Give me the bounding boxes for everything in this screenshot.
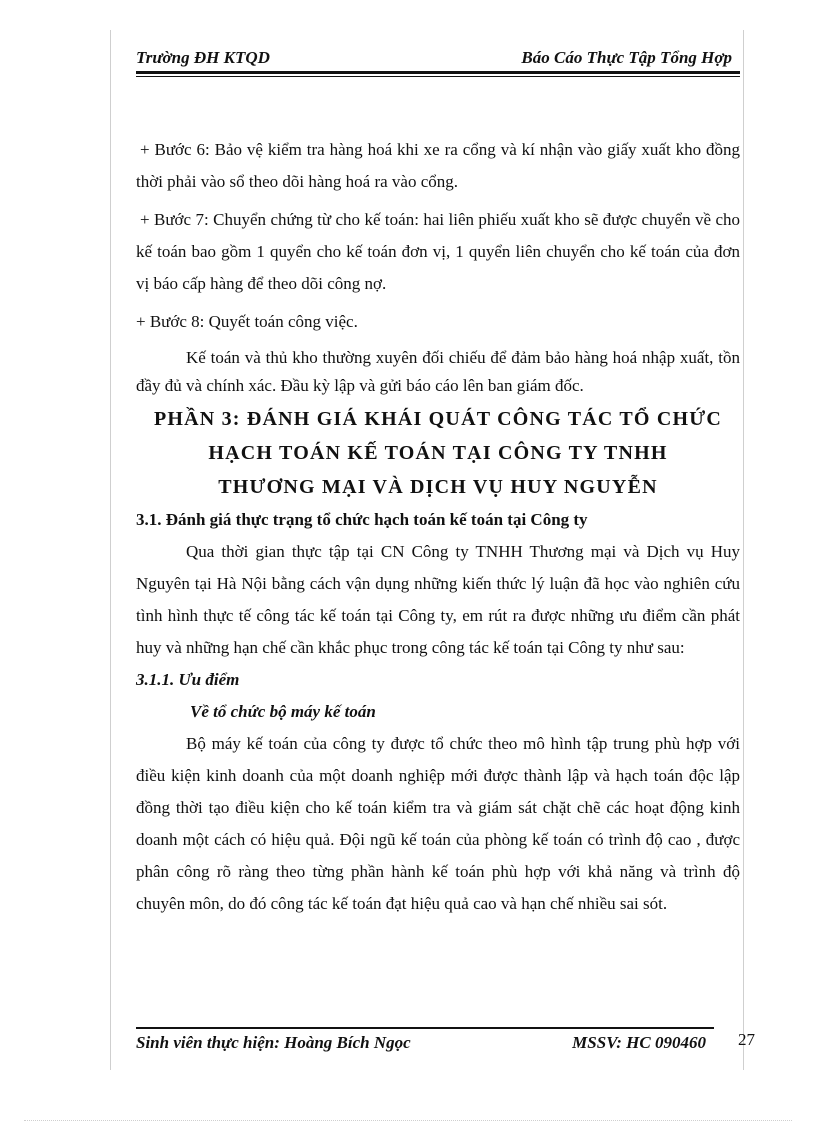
part-title-line-1: PHẦN 3: ĐÁNH GIÁ KHÁI QUÁT CÔNG TÁC TỔ CHỨC bbox=[153, 408, 723, 430]
footer-student-id: MSSV: HC 090460 bbox=[572, 1033, 706, 1052]
org-subheading: Về tổ chức bộ máy kế toán bbox=[190, 702, 376, 721]
part-title-line-3: THƯƠNG MẠI VÀ DỊCH VỤ HUY NGUYỄN bbox=[218, 476, 658, 498]
part-title-line-2: HẠCH TOÁN KẾ TOÁN TẠI CÔNG TY TNHH bbox=[208, 442, 668, 464]
footer-rule bbox=[136, 1027, 714, 1029]
section-3-1-1-heading: 3.1.1. Ưu điểm bbox=[136, 670, 240, 689]
header-school: Trường ĐH KTQD bbox=[136, 48, 270, 67]
section-3-1-heading: 3.1. Đánh giá thực trạng tổ chức hạch toán kế toán tại Công ty bbox=[136, 510, 588, 529]
page-bottom-divider bbox=[24, 1120, 792, 1121]
page-footer bbox=[136, 1033, 714, 1057]
org-paragraph: Bộ máy kế toán của công ty được tổ chức theo mô hình tập trung phù hợp với điều kiện kinh doanh của một doanh nghiệp mới được thành lập và hạch toán độc lập đồng thời tạo điều kiện cho kế toán kiểm tra và giám sát chặt chẽ các hoạt động kinh doanh một cách có hiệu quả. Đội ngũ kế toán của phòng kế toán có trình độ cao , được phân công rõ ràng theo từng phần hành kế toán phù hợp với khả năng và trình độ chuyên môn, do đó công tác kế toán đạt hiệu quả cao và hạn chế nhiều sai sót. bbox=[136, 734, 740, 913]
footer-student: Sinh viên thực hiện: Hoàng Bích Ngọc bbox=[136, 1033, 411, 1052]
page-body bbox=[136, 134, 740, 920]
step-6-paragraph: + Bước 6: Bảo vệ kiểm tra hàng hoá khi xe ra cổng và kí nhận vào giấy xuất kho đồng thời phải vào sổ theo dõi hàng hoá ra vào cổng. bbox=[136, 140, 740, 191]
page-number: 27 bbox=[738, 1030, 755, 1049]
header-rule bbox=[136, 71, 740, 77]
closing-paragraph: Kế toán và thủ kho thường xuyên đối chiếu để đảm bảo hàng hoá nhập xuất, tồn đầy đủ và chính xác. Đầu kỳ lập và gửi báo cáo lên ban giám đốc. bbox=[136, 348, 740, 395]
step-7-paragraph: + Bước 7: Chuyển chứng từ cho kế toán: hai liên phiếu xuất kho sẽ được chuyển về cho kế toán bao gồm 1 quyển cho kế toán đơn vị, 1 quyển liên chuyển cho kế toán của đơn vị báo cấp hàng để theo dõi công nợ. bbox=[136, 210, 740, 293]
page-header bbox=[136, 48, 740, 72]
intro-paragraph: Qua thời gian thực tập tại CN Công ty TNHH Thương mại và Dịch vụ Huy Nguyên tại Hà Nội bằng cách vận dụng những kiến thức lý luận đã học vào nghiên cứu tình hình thực tế công tác kế toán tại Công ty, em rút ra được những ưu điểm cần phát huy và những hạn chế cần khắc phục trong công tác kế toán tại Công ty như sau: bbox=[136, 542, 740, 657]
step-8-paragraph: + Bước 8: Quyết toán công việc. bbox=[136, 312, 358, 331]
header-report-title: Báo Cáo Thực Tập Tổng Hợp bbox=[521, 48, 732, 67]
